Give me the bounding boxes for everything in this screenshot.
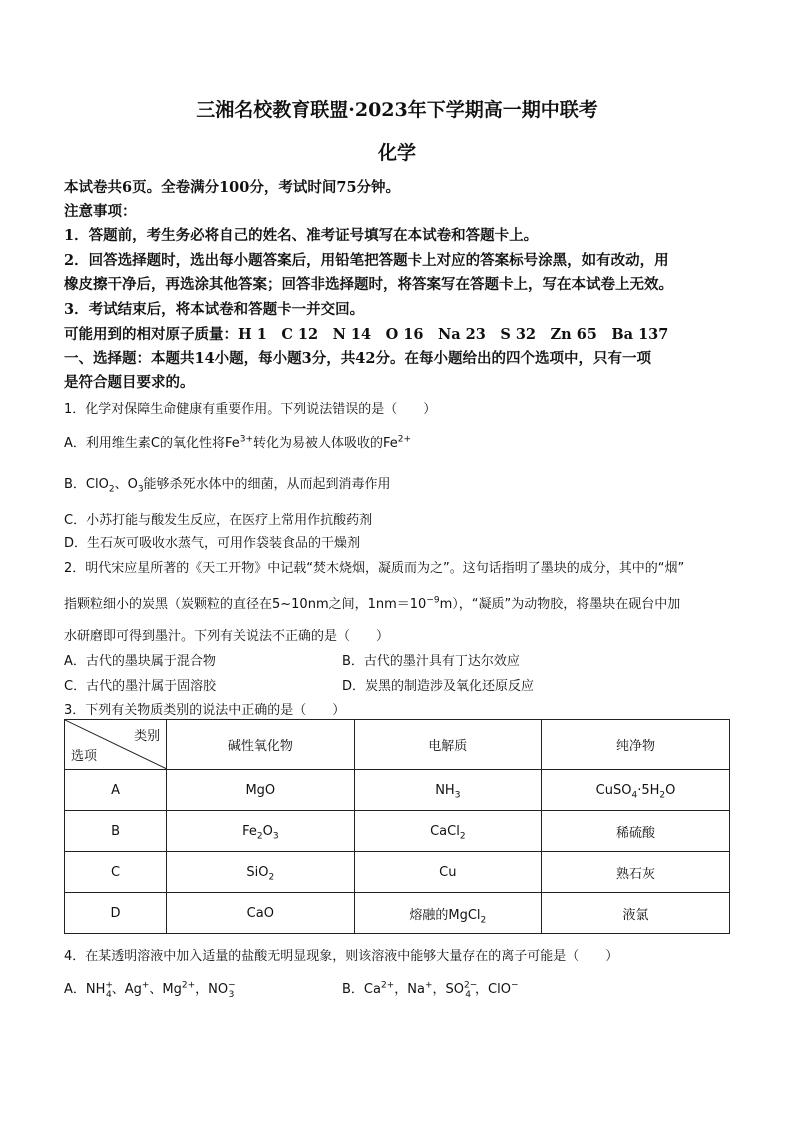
column-header: 纯净物 — [542, 720, 730, 770]
q2-stem-line-1: 2．明代宋应星所著的《天工开物》中记载“焚木烧烟，凝质而为之”。这句话指明了墨块的成分，其中的“烟” — [64, 561, 685, 576]
q4-option-b: B．$Ca^{2+}$，Na+，$SO^{2-}_4$ ，ClO− — [342, 980, 519, 1000]
header-option: 选项 — [71, 749, 98, 764]
classification-table — [64, 719, 730, 934]
q1-option-a: A．利用维生素C的氧化性将$Fe^{3+}$转化为易被人体吸收的$Fe^{2+}$ — [64, 434, 412, 451]
q4-option-a: A．$NH^+_4$、Ag+、$Mg^{2+}$，$NO^-_3$ — [64, 980, 236, 1000]
q1-option-c: C．小苏打能与酸发生反应，在医疗上常用作抗酸药剂 — [64, 513, 373, 528]
column-header: 电解质 — [354, 720, 542, 770]
notice-item-1: 1．答题前，考生务必将自己的姓名、准考证号填写在本试卷和答题卡上。 — [64, 227, 539, 244]
table-row — [65, 770, 730, 811]
option-cell: B — [65, 811, 167, 852]
option-cell: C — [65, 852, 167, 893]
exam-title: 三湘名校教育联盟·2023年下学期高一期中联考 — [196, 99, 598, 121]
table-cell: 稀硫酸 — [542, 811, 730, 852]
section-heading-cont: 是符合题目要求的。 — [64, 374, 195, 391]
table-cell: 熟石灰 — [542, 852, 730, 893]
table-cell: CaO — [167, 893, 354, 934]
table-cell: $Fe_2O_3$ — [167, 811, 354, 852]
notice-item-2: 2．回答选择题时，选出每小题答案后，用铅笔把答题卡上对应的答案标号涂黑，如有改动，用 — [64, 252, 669, 269]
table-cell: MgO — [167, 770, 354, 811]
q1-stem: 1．化学对保障生命健康有重要作用。下列说法错误的是（ ） — [64, 402, 437, 417]
q2-option-a: A．古代的墨块属于混合物 — [64, 654, 216, 669]
q1-option-b: B．ClO$_2$、$O_3$能够杀死水体中的细菌，从而起到消毒作用 — [64, 477, 391, 495]
q2-option-d: D．炭黑的制造涉及氧化还原反应 — [342, 679, 535, 694]
table-header-row — [65, 720, 730, 770]
intro-line-1: 本试卷共6页。全卷满分100分，考试时间75分钟。 — [64, 179, 401, 196]
q2-stem-line-3: 水研磨即可得到墨汁。下列有关说法不正确的是（ ） — [64, 629, 390, 644]
table-cell: CaCl$_2$ — [354, 811, 542, 852]
table-row — [65, 852, 730, 893]
q2-option-b: B．古代的墨汁具有丁达尔效应 — [342, 654, 520, 669]
q1-option-d: D．生石灰可吸收水蒸气，可用作袋装食品的干燥剂 — [64, 536, 361, 551]
q4-stem: 4．在某透明溶液中加入适量的盐酸无明显现象，则该溶液中能够大量存在的离子可能是（ ） — [64, 949, 619, 964]
table-cell: 液氯 — [542, 893, 730, 934]
header-category: 类别 — [134, 729, 161, 744]
q2-option-c: C．古代的墨汁属于固溶胶 — [64, 679, 217, 694]
table-row — [65, 893, 730, 934]
atomic-masses: 可能用到的相对原子质量：H 1 C 12 N 14 O 16 Na 23 S 32 Zn 65 Ba 137 — [64, 326, 669, 343]
table-cell: Cu — [354, 852, 542, 893]
table-cell: 熔融的MgCl$_2$ — [354, 893, 542, 934]
option-cell: A — [65, 770, 167, 811]
q2-stem-line-2: 指颗粒细小的炭黑（炭颗粒的直径在5~10nm之间，$1nm=10^{-9}m$），“凝质”为动物胶，将墨块在砚台中加 — [64, 595, 681, 612]
notice-item-3: 3．考试结束后，将本试卷和答题卡一并交回。 — [64, 301, 365, 318]
section-heading: 一、选择题：本题共14小题，每小题3分，共42分。在每小题给出的四个选项中，只有一项 — [64, 350, 651, 367]
subject-title: 化学 — [377, 142, 416, 164]
q3-stem: 3．下列有关物质类别的说法中正确的是（ ） — [64, 703, 346, 718]
column-header: 碱性氧化物 — [167, 720, 354, 770]
table-cell: SiO$_2$ — [167, 852, 354, 893]
option-cell: D — [65, 893, 167, 934]
table-cell: $NH_3$ — [354, 770, 542, 811]
table-cell: $CuSO_4\cdot 5H_2O$ — [542, 770, 730, 811]
notice-heading: 注意事项： — [64, 203, 137, 220]
table-row — [65, 811, 730, 852]
table-corner-cell — [65, 720, 167, 770]
notice-item-2-cont: 橡皮擦干净后，再选涂其他答案；回答非选择题时，将答案写在答题卡上，写在本试卷上无效。 — [64, 276, 673, 293]
